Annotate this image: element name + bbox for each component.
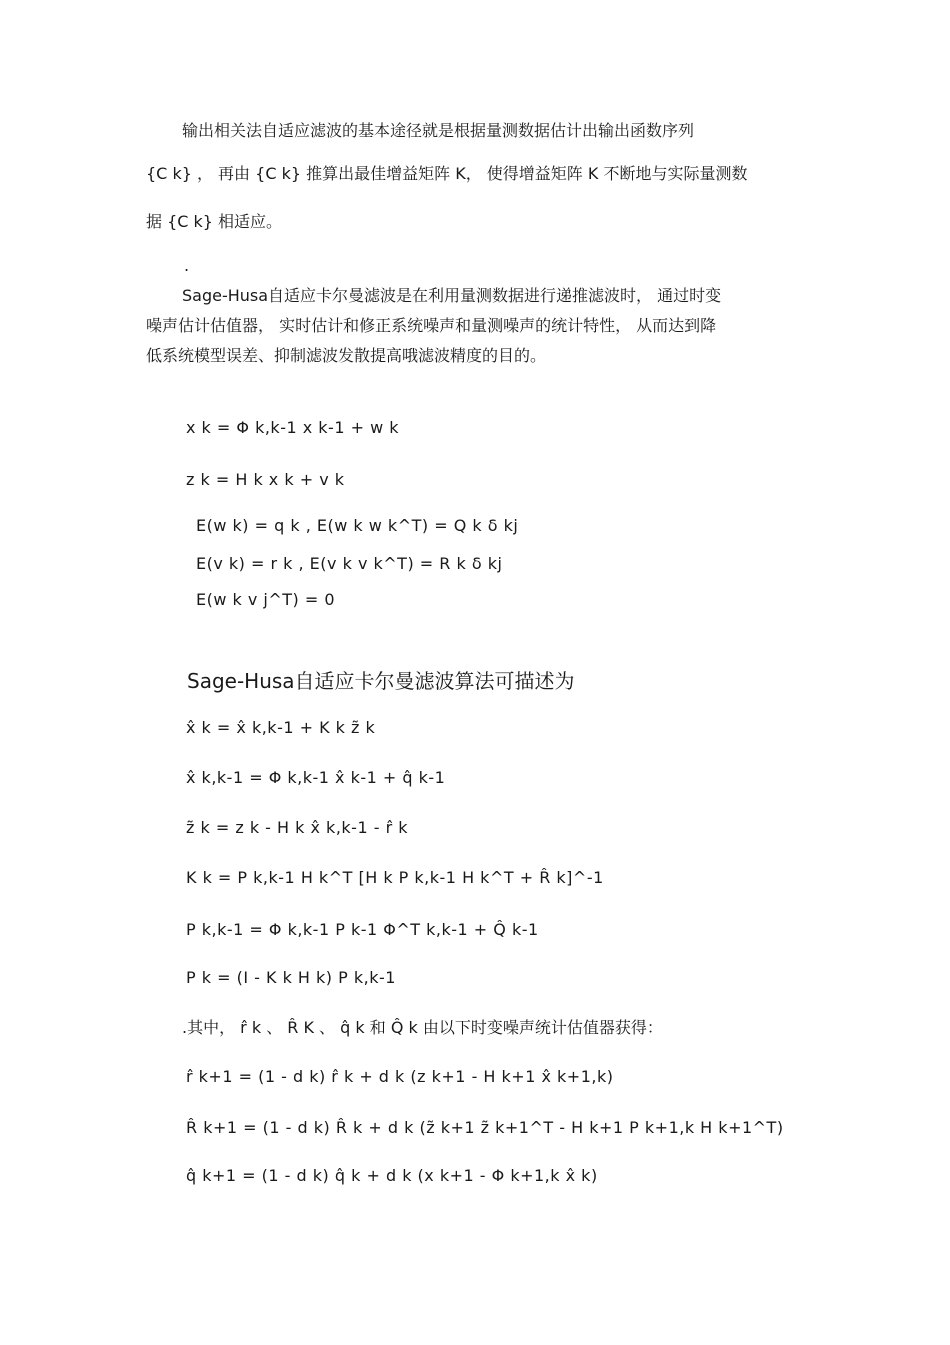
covariance-prediction-equation: P k,k-1 = Φ k,k-1 P k-1 Φ^T k,k-1 + Q̂ k-1 [186, 920, 539, 939]
process-noise-statistics: E(w k) = q k , E(w k w k^T) = Q k δ kj [196, 516, 519, 535]
measurement-noise-statistics: E(v k) = r k , E(v k v k^T) = R k δ kj [196, 554, 503, 573]
paragraph1-line2: {C k} ， 再由 {C k} 推算出最佳增益矩阵 K， 使得增益矩阵 K 不断地与实际量测数 [146, 164, 748, 183]
innovation-equation: z̃ k = z k - H k x̂ k,k-1 - r̂ k [186, 818, 408, 837]
measurement-equation: z k = H k x k + v k [186, 470, 345, 489]
r-estimator-equation: r̂ k+1 = (1 - d k) r̂ k + d k (z k+1 - H k+1 x̂ k+1,k) [186, 1067, 614, 1086]
algorithm-heading: Sage-Husa自适应卡尔曼滤波算法可描述为 [187, 669, 575, 693]
paragraph2-line2: 噪声估计估值器， 实时估计和修正系统噪声和量测噪声的统计特性， 从而达到降 [146, 316, 717, 335]
noise-correlation: E(w k v j^T) = 0 [196, 590, 336, 609]
q-estimator-equation: q̂ k+1 = (1 - d k) q̂ k + d k (x k+1 - Φ k+1,k x̂ k) [186, 1166, 598, 1185]
state-update-equation: x̂ k = x̂ k,k-1 + K k z̃ k [186, 718, 376, 737]
stray-dot: . [184, 256, 190, 275]
paragraph1-line3: 据 {C k} 相适应。 [146, 212, 283, 231]
state-prediction-equation: x̂ k,k-1 = Φ k,k-1 x̂ k-1 + q̂ k-1 [186, 768, 446, 787]
paragraph1-line1: 输出相关法自适应滤波的基本途径就是根据量测数据估计出输出函数序列 [182, 121, 695, 140]
paragraph2-line3: 低系统模型误差、抑制滤波发散提高哦滤波精度的目的。 [146, 346, 547, 365]
covariance-update-equation: P k = (I - K k H k) P k,k-1 [186, 968, 396, 987]
gain-equation: K k = P k,k-1 H k^T [H k P k,k-1 H k^T + R̂ k]^-1 [186, 868, 604, 887]
paragraph2-line1: Sage-Husa自适应卡尔曼滤波是在利用量测数据进行递推滤波时， 通过时变 [182, 286, 722, 305]
estimator-intro: .其中， r̂ k 、 R̂ K 、 q̂ k 和 Q̂ k 由以下时变噪声统计估值器获得： [182, 1018, 663, 1037]
state-equation: x k = Φ k,k-1 x k-1 + w k [186, 418, 400, 437]
R-estimator-equation: R̂ k+1 = (1 - d k) R̂ k + d k (z̃ k+1 z̃ k+1^T - H k+1 P k+1,k H k+1^T) [186, 1118, 784, 1137]
